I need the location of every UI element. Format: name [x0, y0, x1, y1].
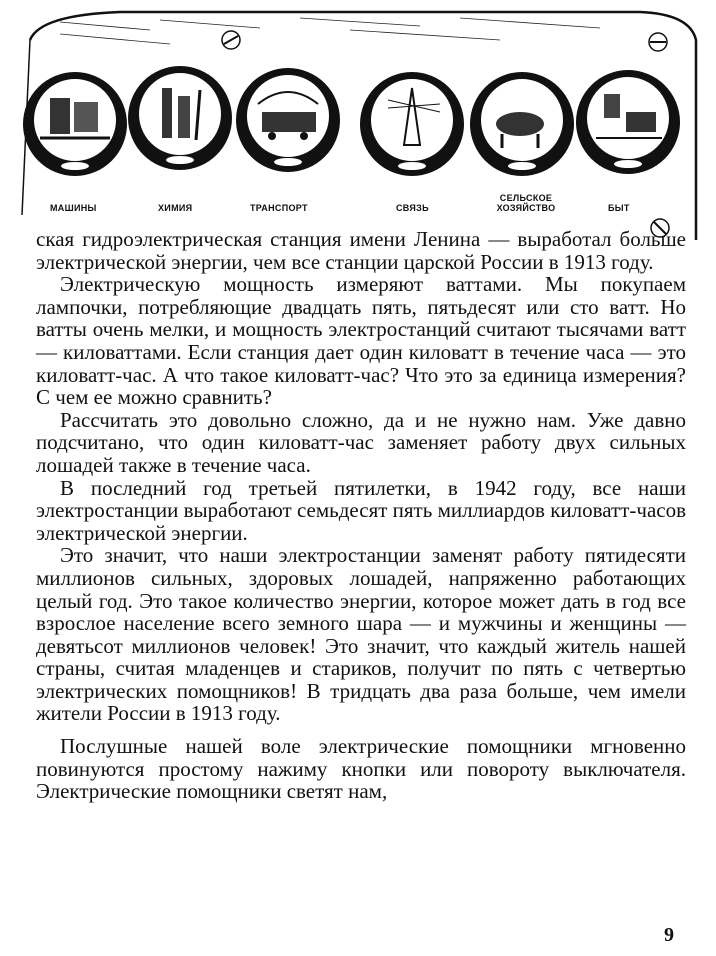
- household-dial: [576, 70, 680, 174]
- transport-dial: [236, 68, 340, 172]
- page-number: 9: [664, 924, 674, 946]
- body-text: [36, 228, 686, 803]
- label-household: БЫТ: [608, 203, 630, 213]
- paragraph: ская гидроэлектрическая станция имени Ленина — выработал больше электрической энергии, чем все станции царской России в 1913 году.: [36, 227, 686, 274]
- paragraph: Рассчитать это довольно сложно, да и не нужно нам. Уже давно подсчитано, что один киловатт-час заменяет работу двух сильных лошадей также в течение часа.: [36, 407, 686, 477]
- label-chemistry: ХИМИЯ: [158, 203, 193, 213]
- illustration-panel: [0, 0, 716, 245]
- communication-dial: [360, 72, 464, 176]
- screw-icon: [222, 31, 240, 49]
- label-machines: МАШИНЫ: [50, 203, 97, 213]
- agriculture-dial: [470, 72, 574, 176]
- label-transport: ТРАНСПОРТ: [250, 203, 308, 213]
- label-communication: СВЯЗЬ: [396, 203, 429, 213]
- label-agriculture-line2: ХОЗЯЙСТВО: [496, 203, 556, 213]
- paragraph: Послушные нашей воле электрические помощники мгновенно повинуются простому нажиму кнопки или повороту выключателя. Электрические помощники светят нам,: [36, 734, 686, 804]
- machines-dial: [23, 72, 127, 176]
- screw-icon: [649, 33, 667, 51]
- chemistry-dial: [128, 66, 232, 170]
- label-agriculture: [486, 193, 566, 213]
- paragraph: В последний год третьей пятилетки, в 1942 году, все наши электростанции выработают семьдесят пять миллиардов киловатт-часов электрической энергии.: [36, 475, 686, 545]
- label-agriculture-line1: СЕЛЬСКОЕ: [499, 193, 553, 203]
- paragraph: Это значит, что наши электростанции заменят работу пятидесяти миллионов сильных, здоровых лошадей, напряженно работающих целый год. Это такое количество энергии, которое может дать в год все взрослое население всего земного шара — и мужчины и женщины — девятьсот миллионов человек! Это значит, что каждый житель нашей страны, считая младенцев и стариков, получит по пять с четвертью электрических помощников! В тридцать два раза больше, чем имели жители России в 1913 году.: [36, 543, 686, 726]
- paragraph: Электрическую мощность измеряют ваттами. Мы покупаем лампочки, потребляющие двадцать пять, пятьдесят или сто ватт. Но ватты очень мелки, и мощность электростанций считают тысячами ватт — киловаттами. Если станция дает один киловатт в течение часа — это киловатт-час. А что такое киловатт-час? Что это за единица измерения? С чем ее можно сравнить?: [36, 272, 686, 410]
